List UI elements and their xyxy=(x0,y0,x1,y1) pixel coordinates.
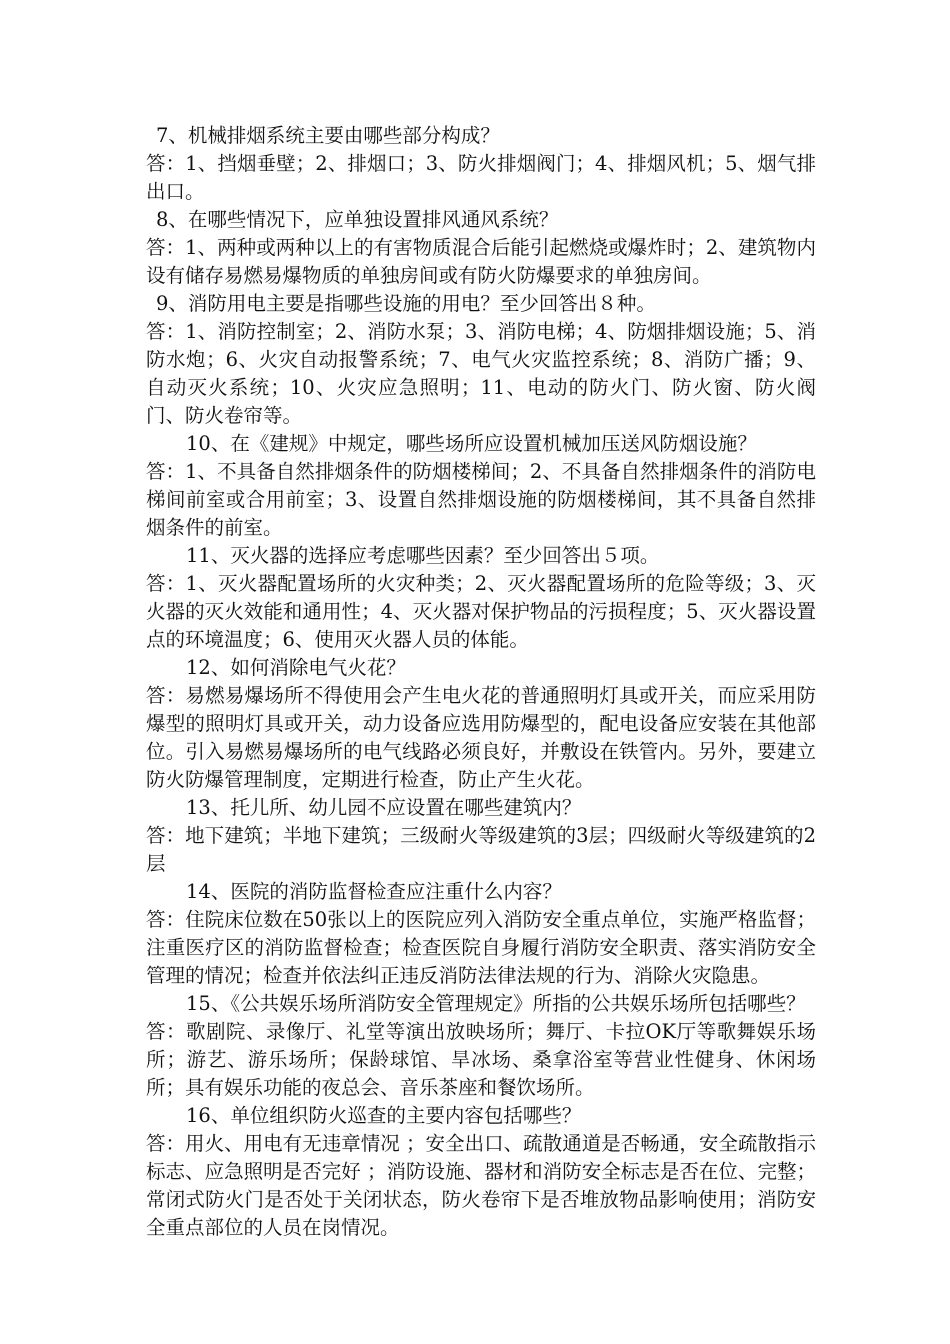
answer-10: 答：1、不具备自然排烟条件的防烟楼梯间；2、不具备自然排烟条件的消防电梯间前室或合用前室；3、设置自然排烟设施的防烟楼梯间，其不具备自然排烟条件的前室。 xyxy=(146,460,816,539)
question-16: 16、单位组织防火巡查的主要内容包括哪些？ xyxy=(186,1104,582,1127)
answer-14: 答：住院床位数在50张以上的医院应列入消防安全重点单位，实施严格监督；注重医疗区的消防监督检查；检查医院自身履行消防安全职责、落实消防安全管理的情况；检查并依法纠正违反消防法律法规的行为、消除火灾隐患。 xyxy=(146,908,816,987)
question-14: 14、医院的消防监督检查应注重什么内容？ xyxy=(186,880,562,903)
answer-12: 答：易燃易爆场所不得使用会产生电火花的普通照明灯具或开关，而应采用防爆型的照明灯具或开关，动力设备应选用防爆型的，配电设备应安装在其他部位。引入易燃易爆场所的电气线路必须良好，并敷设在铁管内。另外，要建立防火防爆管理制度，定期进行检查，防止产生火花。 xyxy=(146,684,816,791)
question-13: 13、托儿所、幼儿园不应设置在哪些建筑内？ xyxy=(186,796,582,819)
answer-15: 答：歌剧院、录像厅、礼堂等演出放映场所；舞厅、卡拉OK厅等歌舞娱乐场所；游艺、游乐场所；保龄球馆、旱冰场、桑拿浴室等营业性健身、休闲场所；具有娱乐功能的夜总会、音乐茶座和餐饮场所。 xyxy=(146,1020,816,1099)
question-12: 12、如何消除电气火花？ xyxy=(186,656,406,679)
document-page xyxy=(146,122,816,1242)
answer-13: 答：地下建筑；半地下建筑；三级耐火等级建筑的3层；四级耐火等级建筑的2层 xyxy=(146,824,816,875)
answer-9: 答：1、消防控制室；2、消防水泵；3、消防电梯；4、防烟排烟设施；5、消防水炮；6、火灾自动报警系统；7、电气火灾监控系统；8、消防广播；9、自动灭火系统；10、火灾应急照明；11、电动的防火门、防火窗、防火阀门、防火卷帘等。 xyxy=(146,320,816,427)
question-10: 10、在《建规》中规定，哪些场所应设置机械加压送风防烟设施？ xyxy=(186,432,757,455)
answer-7: 答：1、挡烟垂壁；2、排烟口；3、防火排烟阀门；4、排烟风机；5、烟气排出口。 xyxy=(146,152,816,203)
question-7: 7、机械排烟系统主要由哪些部分构成？ xyxy=(156,124,500,147)
answer-16: 答：用火、用电有无违章情况 ；安全出口、疏散通道是否畅通，安全疏散指示标志、应急照明是否完好 ；消防设施、器材和消防安全标志是否在位、完整；常闭式防火门是否处于关闭状态，防火卷帘下是否堆放物品影响使用；消防安全重点部位的人员在岗情况。 xyxy=(146,1132,816,1239)
answer-8: 答：1、两种或两种以上的有害物质混合后能引起燃烧或爆炸时；2、建筑物内设有储存易燃易爆物质的单独房间或有防火防爆要求的单独房间。 xyxy=(146,236,816,287)
question-15: 15、《公共娱乐场所消防安全管理规定》所指的公共娱乐场所包括哪些？ xyxy=(186,992,806,1015)
question-9: 9、消防用电主要是指哪些设施的用电？至少回答出８种。 xyxy=(156,292,656,315)
question-8: 8、在哪些情况下，应单独设置排风通风系统？ xyxy=(156,208,559,231)
question-11: 11、灭火器的选择应考虑哪些因素？至少回答出５项。 xyxy=(186,544,660,567)
answer-11: 答：1、灭火器配置场所的火灾种类；2、灭火器配置场所的危险等级；3、灭火器的灭火效能和通用性；4、灭火器对保护物品的污损程度；5、灭火器设置点的环境温度；6、使用灭火器人员的体能。 xyxy=(146,572,816,651)
